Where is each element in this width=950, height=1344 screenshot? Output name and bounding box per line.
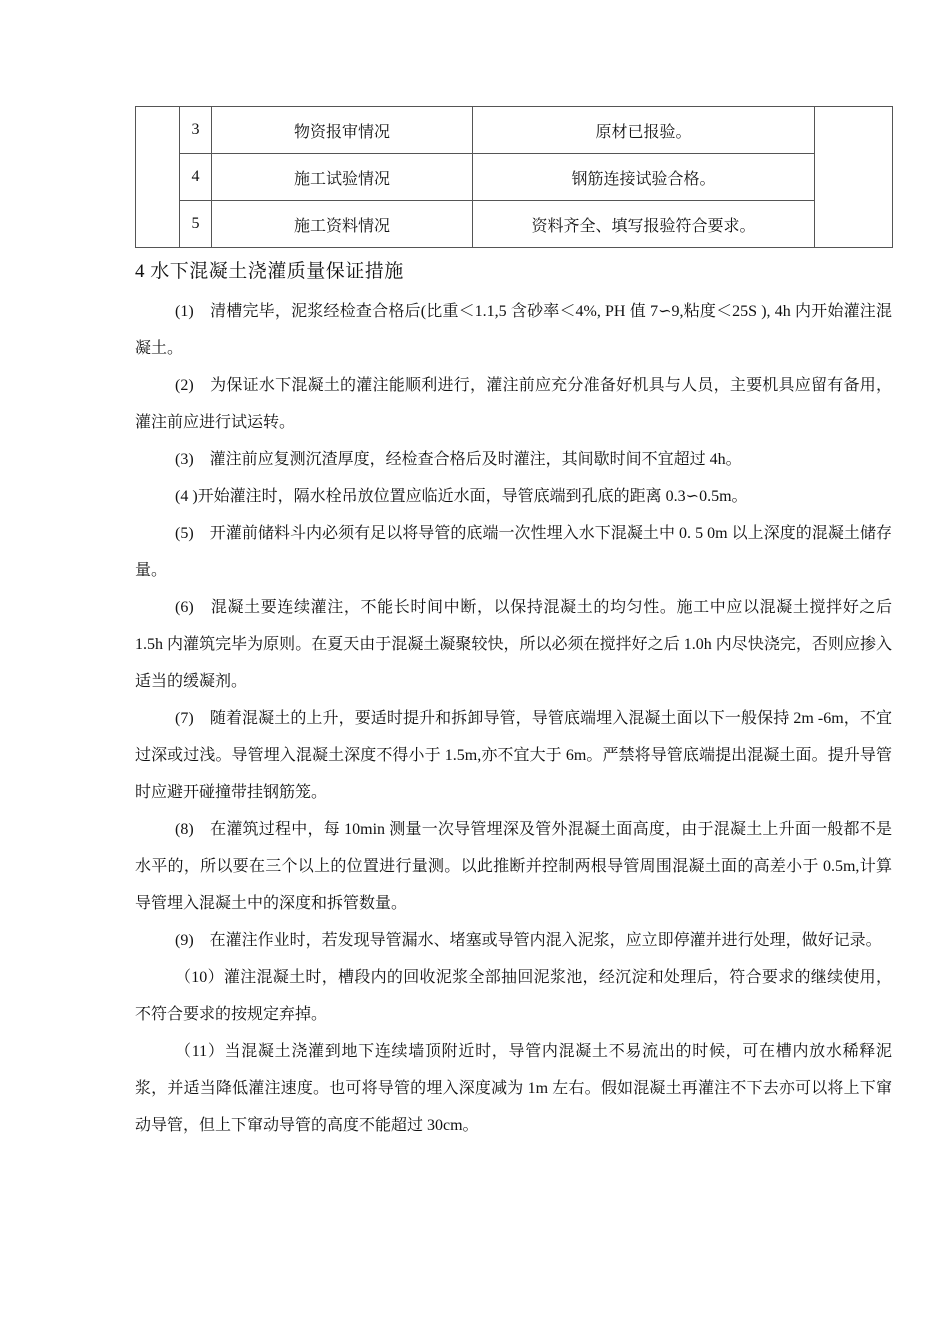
merged-right-cell (815, 107, 893, 248)
paragraph: (9) 在灌注作业时，若发现导管漏水、堵塞或导管内混入泥浆，应立即停灌并进行处理，做好记录。 (175, 932, 882, 949)
paragraph: (4 )开始灌注时，隔水栓吊放位置应临近水面，导管底端到孔底的距离 0.3∽0.5m。 (175, 488, 748, 505)
row-result: 钢筋连接试验合格。 (473, 154, 815, 201)
merged-left-cell (136, 107, 180, 248)
paragraph: （10）灌注混凝土时，槽段内的回收泥浆全部抽回泥浆池，经沉淀和处理后，符合要求的继续使用，不符合要求的按规定弃掉。 (135, 969, 892, 1023)
paragraph: (8) 在灌筑过程中，每 10min 测量一次导管埋深及管外混凝土面高度，由于混凝土上升面一般都不是水平的，所以要在三个以上的位置进行量测。以此推断并控制两根导管周围混凝土面的高差小于 0.5m,计算导管埋入混凝土中的深度和拆管数量。 (135, 821, 892, 912)
paragraph: （11）当混凝土浇灌到地下连续墙顶附近时，导管内混凝土不易流出的时候，可在槽内放水稀释泥浆，并适当降低灌注速度。也可将导管的埋入深度减为 1m 左右。假如混凝土再灌注不下去亦可以将上下窜动导管，但上下窜动导管的高度不能超过 30cm。 (135, 1043, 892, 1134)
row-number: 3 (180, 107, 212, 154)
table-row (136, 201, 893, 248)
table-row (136, 107, 893, 154)
paragraph: (2) 为保证水下混凝土的灌注能顺利进行，灌注前应充分准备好机具与人员，主要机具应留有备用，灌注前应进行试运转。 (135, 377, 892, 431)
paragraph: (3) 灌注前应复测沉渣厚度，经检查合格后及时灌注，其间歇时间不宜超过 4h。 (175, 451, 742, 468)
row-number: 4 (180, 154, 212, 201)
row-item: 物资报审情况 (212, 107, 473, 154)
paragraph: (5) 开灌前储料斗内必须有足以将导管的底端一次性埋入水下混凝土中 0. 5 0m 以上深度的混凝土储存量。 (135, 525, 892, 579)
section-body (135, 293, 892, 1144)
table-row (136, 154, 893, 201)
paragraph: (7) 随着混凝土的上升，要适时提升和拆卸导管，导管底端埋入混凝土面以下一般保持 2m -6m，不宜过深或过浅。导管埋入混凝土深度不得小于 1.5m,亦不宜大于 6m。严禁将导管底端提出混凝土面。提升导管时应避开碰撞带挂钢筋笼。 (135, 710, 892, 801)
section-heading: 4 水下混凝土浇灌质量保证措施 (135, 261, 404, 282)
row-result: 资料齐全、填写报验符合要求。 (473, 201, 815, 248)
row-item: 施工资料情况 (212, 201, 473, 248)
inspection-table (135, 106, 893, 248)
paragraph: (6) 混凝土要连续灌注，不能长时间中断，以保持混凝土的均匀性。施工中应以混凝土搅拌好之后 1.5h 内灌筑完毕为原则。在夏天由于混凝土凝聚较快，所以必须在搅拌好之后 1.0h 内尽快浇完，否则应掺入适当的缓凝剂。 (135, 599, 892, 690)
row-item: 施工试验情况 (212, 154, 473, 201)
row-result: 原材已报验。 (473, 107, 815, 154)
row-number: 5 (180, 201, 212, 248)
paragraph: (1) 清槽完毕，泥浆经检查合格后(比重＜1.1,5 含砂率＜4%, PH 值 7∽9,粘度＜25S ), 4h 内开始灌注混凝土。 (135, 303, 892, 357)
